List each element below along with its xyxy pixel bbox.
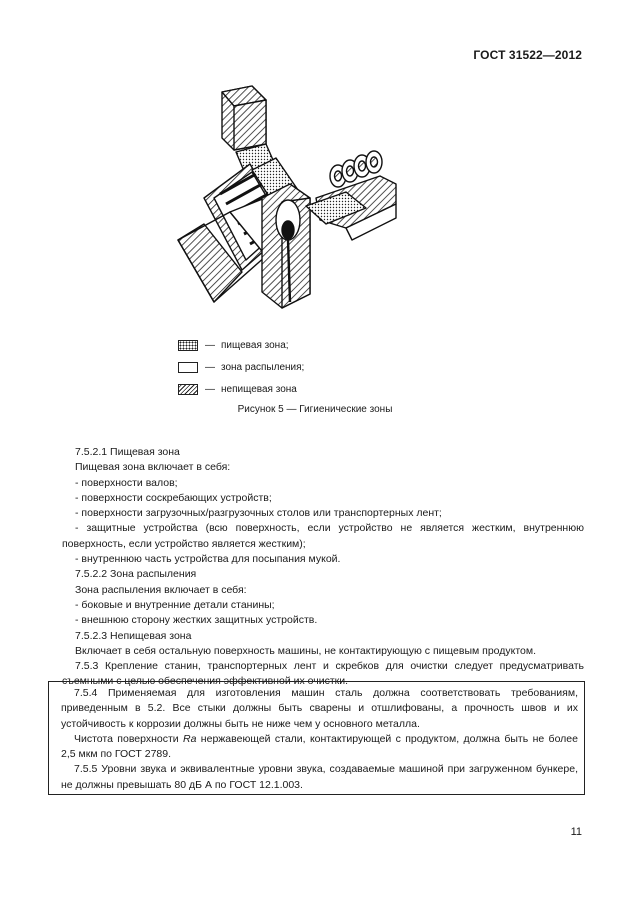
machine-illustration bbox=[170, 80, 420, 315]
hatched-swatch-icon bbox=[178, 384, 198, 395]
paragraph: Зона распыления включает в себя: bbox=[75, 583, 247, 596]
paragraph-7-5-5: 7.5.5 Уровни звука и эквивалентные уровни звука, создаваемые машиной при загруженном бункере, не должны превышать 80 дБ А по ГОСТ 12.1.003. bbox=[61, 763, 578, 791]
paragraph-7-5-3: 7.5.3 Крепление станин, транспортерных лент и скребков для очистки следует предусматривать съемными с целью обеспечения эффективной их очистки. bbox=[62, 660, 584, 688]
list-item: - внешнюю сторону жестких защитных устройств. bbox=[75, 614, 318, 627]
legend-label: зона распыления; bbox=[221, 361, 305, 373]
section-7-5-2-text bbox=[62, 445, 584, 690]
figure-hygienic-zones bbox=[170, 80, 420, 315]
figure-legend bbox=[178, 334, 304, 400]
dotted-swatch-icon bbox=[178, 340, 198, 351]
heading-7-5-2-3: 7.5.2.3 Непищевая зона bbox=[75, 629, 192, 642]
legend-item-food-zone: — пищевая зона; bbox=[178, 334, 304, 356]
list-item: - боковые и внутренние детали станины; bbox=[75, 598, 275, 611]
paragraph-7-5-4: 7.5.4 Применяемая для изготовления машин сталь должна соответствовать требованиям, приведенным в 5.2. Все стыки должны быть сварены и отшлифованы, а прочность швов и их устойчивость к коррозии должны быть не ниже чем у основного металла. bbox=[61, 687, 578, 730]
list-item: - поверхности соскребающих устройств; bbox=[75, 491, 272, 504]
legend-item-non-food-zone: — непищевая зона bbox=[178, 378, 304, 400]
list-item: - внутреннюю часть устройства для посыпания мукой. bbox=[75, 553, 341, 566]
figure-caption: Рисунок 5 — Гигиенические зоны bbox=[237, 404, 393, 415]
heading-7-5-2-1: 7.5.2.1 Пищевая зона bbox=[75, 446, 180, 458]
list-item: - поверхности загрузочных/разгрузочных столов или транспортерных лент; bbox=[75, 507, 442, 520]
paragraph: Пищевая зона включает в себя: bbox=[75, 461, 231, 474]
legend-label: непищевая зона bbox=[221, 383, 297, 395]
blank-swatch-icon bbox=[178, 362, 198, 373]
list-item: - поверхности валов; bbox=[75, 476, 178, 489]
boxed-amendment bbox=[48, 681, 585, 795]
page-number: 11 bbox=[570, 826, 582, 838]
document-header: ГОСТ 31522—2012 bbox=[473, 48, 582, 62]
paragraph: Включает в себя остальную поверхность машины, не контактирующую с пищевым продуктом. bbox=[75, 644, 537, 657]
paragraph-surface-roughness: Чистота поверхности Ra нержавеющей стали, контактирующей с продуктом, должна быть не более 2,5 мкм по ГОСТ 2789. bbox=[61, 732, 578, 761]
legend-label: пищевая зона; bbox=[221, 339, 289, 351]
list-item: - защитные устройства (всю поверхность, если устройство не является жестким, внутреннюю поверхность, если устройство является жестким); bbox=[62, 522, 584, 550]
heading-7-5-2-2: 7.5.2.2 Зона распыления bbox=[75, 568, 197, 581]
legend-item-spray-zone: — зона распыления; bbox=[178, 356, 304, 378]
